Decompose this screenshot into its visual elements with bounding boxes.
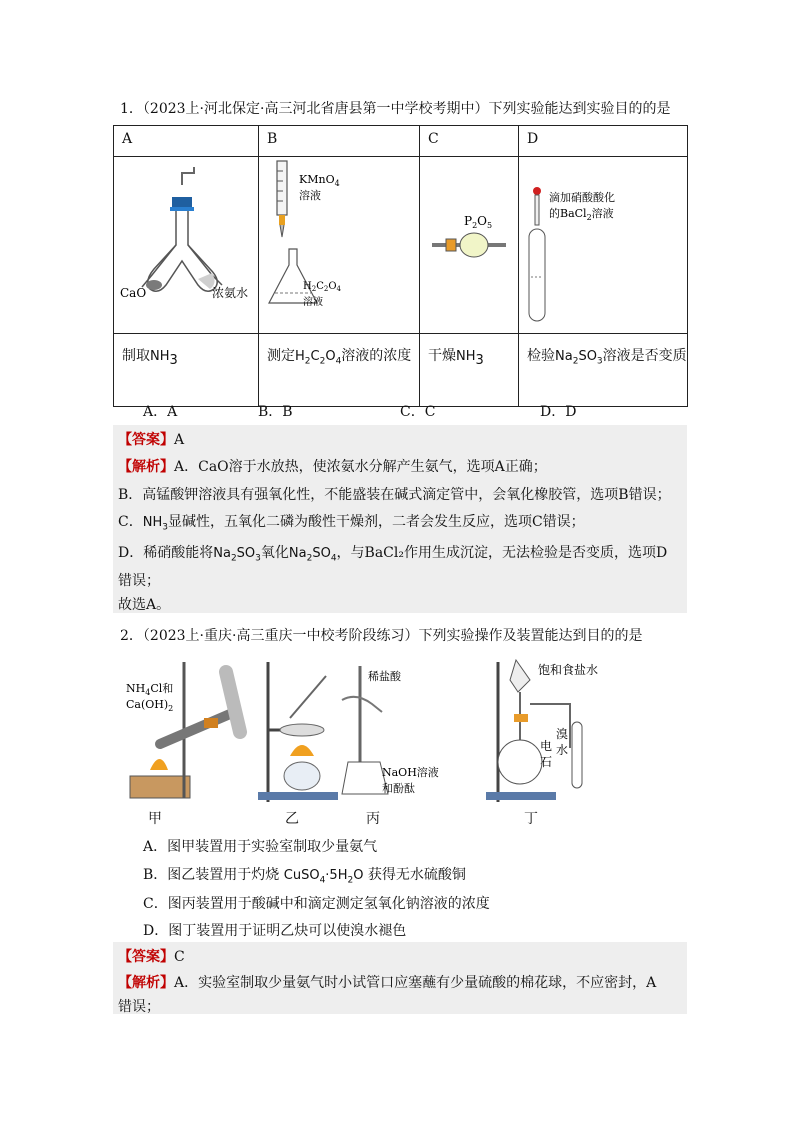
figure-b-cell — [259, 157, 420, 334]
q1-options-table — [113, 125, 688, 407]
phenol-label: 和酚酞 — [382, 782, 415, 795]
q2-analysis-a: 【解析】A．实验室制取少量氨气时小试管口应塞蘸有少量硫酸的棉花球，不应密封，A — [118, 975, 657, 991]
q2-analysis-a-end: 错误； — [118, 999, 160, 1015]
q1-answer-line: 【答案】A — [118, 432, 185, 448]
q1-option-c: C．C — [400, 404, 436, 420]
p2o5-label: $P_2O_5$ — [464, 214, 493, 230]
dilute-hcl-label: 稀盐酸 — [368, 670, 401, 683]
q2-option-d: D．图丁装置用于证明乙炔可以使溴水褪色 — [143, 923, 407, 939]
caoh2-label: $Ca(OH)_2$ — [126, 698, 174, 713]
dropper-label-2: 的BaCl$_2$溶液 — [549, 207, 614, 222]
figure-c-cell — [420, 157, 519, 334]
naoh-label: NaOH溶液 — [382, 766, 439, 779]
test-tube-apparatus — [519, 157, 687, 329]
apparatus-ding — [486, 660, 598, 802]
q2-option-c: C．图丙装置用于酸碱中和滴定测定氢氧化钠溶液的浓度 — [143, 896, 490, 912]
nh4cl-label: $NH_4Cl$和 — [126, 682, 174, 697]
q2-source: （2023上·重庆·高三重庆一中校考阶段练习） — [142, 628, 419, 644]
table-header-a: A — [114, 126, 259, 157]
q2-answer-line: 【答案】C — [118, 949, 185, 965]
q1-option-d: D．D — [540, 404, 577, 420]
q1-conclusion: 故选A。 — [118, 597, 171, 613]
q1-option-a: A．A — [143, 404, 178, 420]
q1-title — [120, 98, 670, 118]
q2-title — [120, 625, 642, 645]
q2-option-a: A．图甲装置用于实验室制取少量氨气 — [143, 839, 378, 855]
apparatus-yi — [258, 662, 338, 802]
q1-analysis-d: D．稀硝酸能将$Na_2SO_3$氧化$Na_2SO_4$，与BaCl₂作用生成沉淀，无法检验是否变质，选项D — [118, 545, 668, 564]
caption-c: 干燥$NH_3$ — [420, 334, 519, 407]
q2-stem: 下列实验操作及装置能达到目的的是 — [418, 628, 643, 644]
caption-d: 检验$Na_2SO_3$溶液是否变质 — [519, 334, 688, 407]
calcium-carbide-label-2: 石 — [540, 755, 553, 769]
q1-option-b: B．B — [258, 404, 293, 420]
panel-label-bing: 丙 — [366, 811, 380, 827]
q1-analysis-d-end: 错误； — [118, 573, 160, 589]
kmno4-solution-label: 溶液 — [299, 189, 321, 202]
q1-analysis-a: 【解析】A．CaO溶于水放热，使浓氨水分解产生氨气，选项A正确； — [118, 459, 547, 475]
conc-ammonia-label: 浓氨水 — [212, 286, 249, 300]
figure-d-cell — [519, 157, 688, 334]
panel-label-yi: 乙 — [285, 811, 299, 827]
q1-analysis-c: C．$NH_3$显碱性，五氧化二磷为酸性干燥剂，二者会发生反应，选项C错误； — [118, 514, 585, 533]
table-header-d: D — [519, 126, 688, 157]
cao-label: CaO — [120, 286, 147, 300]
h2c2o4-solution-label: 溶液 — [303, 297, 323, 308]
apparatus-jia — [126, 662, 240, 798]
panel-label-jia: 甲 — [148, 811, 162, 827]
bromine-label-2: 水 — [556, 743, 569, 757]
panel-label-ding: 丁 — [524, 811, 538, 827]
caption-b: 测定$H_2C_2O_4$溶液的浓度 — [259, 334, 420, 407]
figure-a-cell — [114, 157, 259, 334]
calcium-carbide-label-1: 电 — [540, 739, 553, 753]
bromine-label-1: 溴 — [556, 727, 569, 741]
dropper-label-1: 滴加硝酸酸化 — [549, 191, 615, 204]
titration-apparatus — [259, 157, 419, 329]
q2-apparatus-figure — [120, 652, 620, 812]
table-header-c: C — [420, 126, 519, 157]
q1-analysis-b: B．高锰酸钾溶液具有强氧化性，不能盛装在碱式滴定管中，会氧化橡胶管，选项B错误； — [118, 487, 671, 503]
q1-number: 1． — [120, 101, 143, 117]
drying-tube-apparatus — [420, 157, 518, 329]
q1-source: （2023上·河北保定·高三河北省唐县第一中学校考期中） — [142, 101, 489, 117]
cao-solid — [146, 280, 162, 290]
q2-number: 2． — [120, 628, 143, 644]
q1-stem: 下列实验能达到实验目的的是 — [488, 101, 671, 117]
drying-bulb — [460, 233, 488, 257]
y-tube-apparatus — [114, 157, 258, 329]
apparatus-bing — [342, 666, 439, 795]
caption-a: 制取$NH_3$ — [114, 334, 259, 407]
kmno4-label: KMnO$_4$ — [299, 173, 340, 188]
table-header-b: B — [259, 126, 420, 157]
h2c2o4-label: $H_2C_2O_4$ — [303, 281, 341, 293]
brine-label: 饱和食盐水 — [538, 663, 599, 677]
q2-option-b: B．图乙装置用于灼烧 $CuSO_4\cdot 5H_2O$ 获得无水硫酸铜 — [143, 867, 466, 886]
